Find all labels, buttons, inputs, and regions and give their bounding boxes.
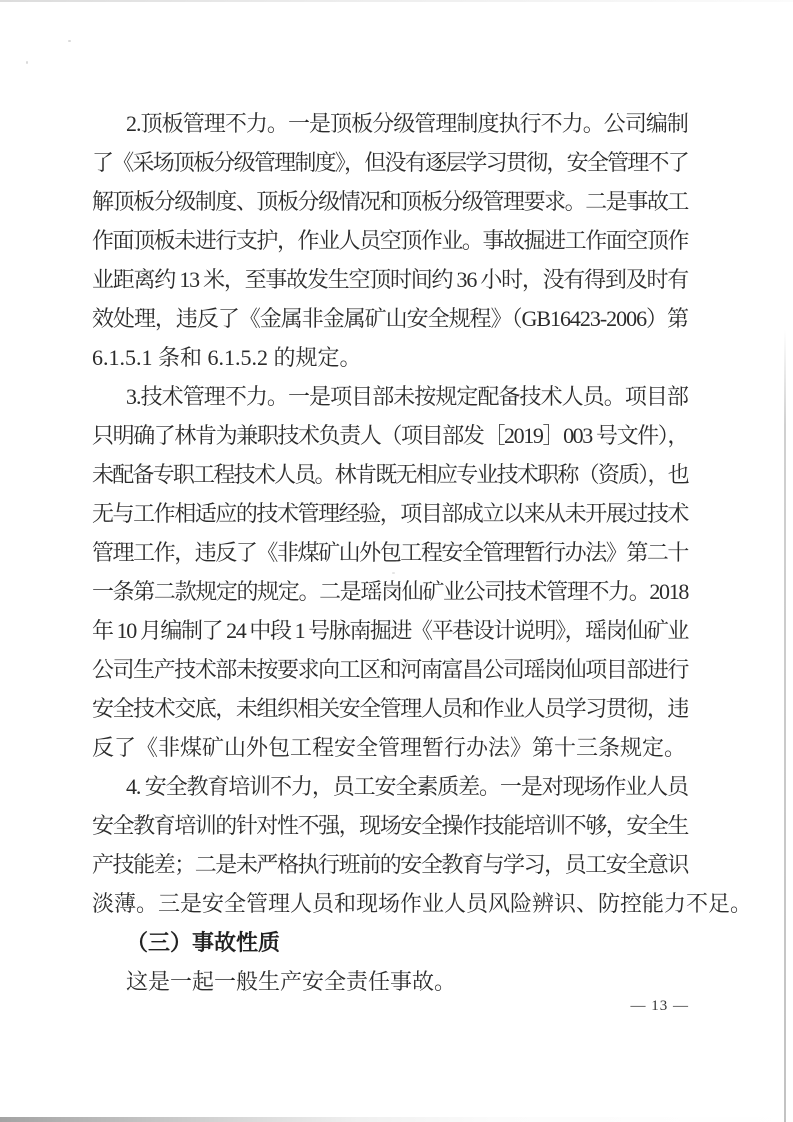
cause-2-roof-management-line-4: 作面顶板未进行支护，作业人员空顶作业。事故掘进工作面空顶作 — [92, 228, 688, 253]
scan-artifact-top-edge — [0, 0, 793, 2]
cause-3-technical-management-line-4: 无与工作相适应的技术管理经验，项目部成立以来从未开展过技术 — [92, 501, 688, 526]
cause-4-safety-education-training — [92, 767, 753, 923]
cause-2-roof-management — [92, 104, 688, 377]
accident-nature-statement-line-1: 这是一起一般生产安全责任事故。 — [126, 969, 457, 994]
cause-3-technical-management-line-7: 年 10 月编制了 24 中段 1 号脉南掘进《平巷设计说明》，瑶岗仙矿业 — [92, 618, 688, 643]
page-number: — 13 — — [630, 998, 689, 1014]
cause-2-roof-management-line-1: 2.顶板管理不力。一是顶板分级管理制度执行不力。公司编制 — [126, 111, 688, 136]
section-heading-accident-nature — [92, 923, 688, 962]
cause-3-technical-management-line-2: 只明确了林肯为兼职技术负责人（项目部发［2019］003 号文件）， — [92, 423, 688, 448]
accident-nature-statement — [92, 962, 688, 1001]
cause-3-technical-management-line-5: 管理工作，违反了《非煤矿山外包工程安全管理暂行办法》第二十 — [92, 540, 688, 565]
section-heading-accident-nature-line-1: （三）事故性质 — [126, 930, 281, 955]
cause-3-technical-management-line-6: 一条第二款规定的规定。二是瑶岗仙矿业公司技术管理不力。2018 — [92, 579, 688, 604]
document-body — [92, 104, 753, 1001]
cause-3-technical-management-line-3: 未配备专职工程技术人员。林肯既无相应专业技术职称（资质），也 — [92, 462, 688, 487]
cause-3-technical-management-line-1: 3.技术管理不力。一是项目部未按规定配备技术人员。项目部 — [126, 384, 688, 409]
cause-4-safety-education-training-line-1: 4. 安全教育培训不力，员工安全素质差。一是对现场作业人员 — [126, 774, 688, 799]
cause-2-roof-management-line-5: 业距离约 13 米，至事故发生空顶时间约 36 小时，没有得到及时有 — [92, 267, 688, 292]
cause-4-safety-education-training-line-4: 淡薄。三是安全管理人员和现场作业人员风险辨识、防控能力不足。 — [92, 891, 753, 916]
cause-3-technical-management — [92, 377, 688, 767]
cause-4-safety-education-training-line-3: 产技能差；二是未严格执行班前的安全教育与学习，员工安全意识 — [92, 852, 688, 877]
cause-2-roof-management-line-3: 解顶板分级制度、顶板分级情况和顶板分级管理要求。二是事故工 — [92, 189, 688, 214]
cause-3-technical-management-line-10: 反了《非煤矿山外包工程安全管理暂行办法》第十三条规定。 — [92, 735, 687, 760]
cause-2-roof-management-line-2: 了《采场顶板分级管理制度》，但没有逐层学习贯彻，安全管理不了 — [92, 150, 688, 175]
cause-3-technical-management-line-9: 安全技术交底，未组织相关安全管理人员和作业人员学习贯彻，违 — [92, 696, 688, 721]
cause-2-roof-management-line-6: 效处理，违反了《金属非金属矿山安全规程》（GB16423-2006）第 — [92, 306, 688, 331]
cause-3-technical-management-line-8: 公司生产技术部未按要求向工区和河南富昌公司瑶岗仙项目部进行 — [92, 657, 688, 682]
cause-2-roof-management-line-7: 6.1.5.1 条和 6.1.5.2 的规定。 — [92, 345, 362, 370]
scan-speck — [68, 40, 71, 42]
scan-artifact-right-edge — [784, 330, 786, 1122]
scan-artifact-bottom-edge — [0, 1117, 793, 1122]
scan-speck — [26, 61, 28, 64]
cause-4-safety-education-training-line-2: 安全教育培训的针对性不强，现场安全操作技能培训不够，安全生 — [92, 813, 688, 838]
